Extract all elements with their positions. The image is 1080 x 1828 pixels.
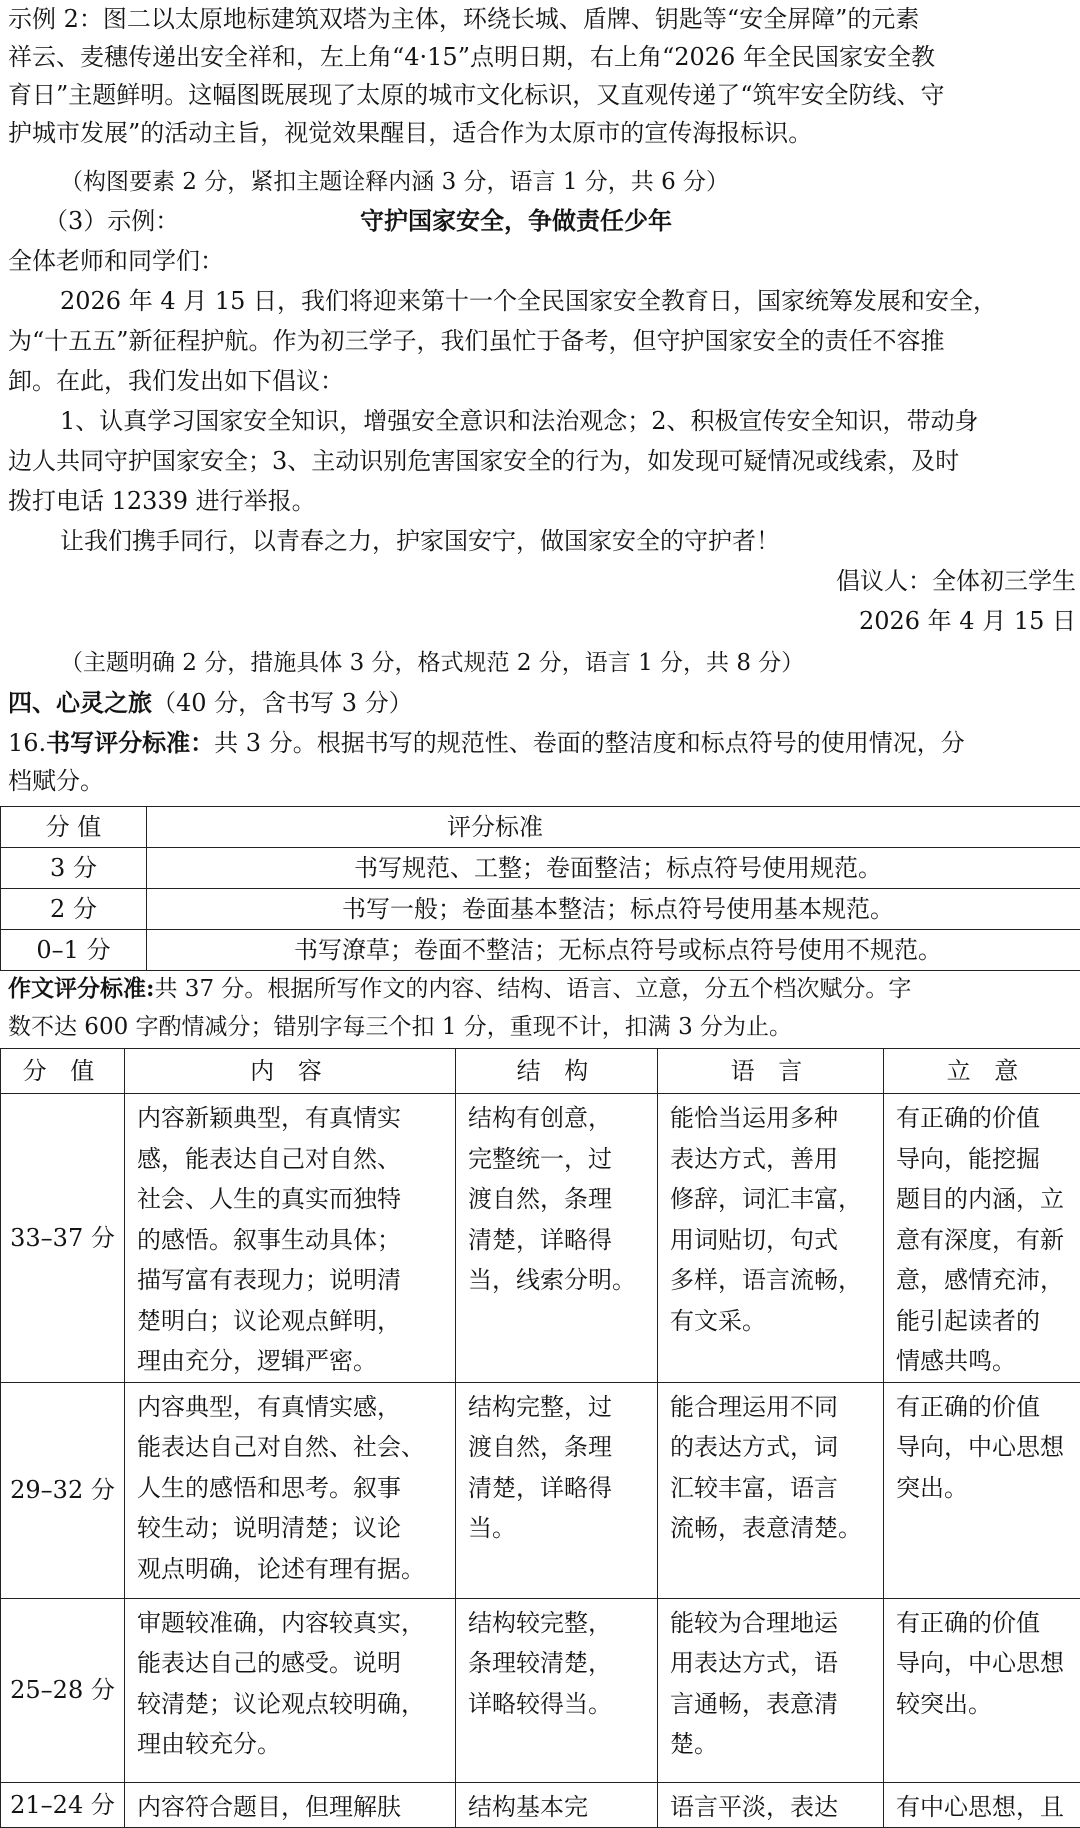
table-header-row xyxy=(1,807,1080,848)
structure-cell xyxy=(456,1598,658,1782)
header-cell: 内 容 xyxy=(125,1049,456,1094)
text-line: 护城市发展”的活动主旨，视觉效果醒目，适合作为太原市的宣传海报标识。 xyxy=(8,114,1080,152)
table-row xyxy=(1,930,1080,971)
cell-line: 的感悟。叙事生动具体； xyxy=(137,1220,447,1261)
cell-line: 导向，中心思想 xyxy=(896,1427,1080,1468)
cell-line: 能引起读者的 xyxy=(896,1301,1080,1342)
writing-score-table xyxy=(0,806,1080,971)
cell-line: 楚。 xyxy=(670,1724,875,1765)
table-row xyxy=(1,889,1080,930)
cell-line: 结构有创意， xyxy=(468,1098,649,1139)
cell-line: 渡自然，条理 xyxy=(468,1427,649,1468)
score-cell: 33–37 分 xyxy=(1,1094,125,1383)
header-cell: 评分标准 xyxy=(147,807,1080,848)
score-cell: 2 分 xyxy=(1,889,147,930)
cell-line: 多样，语言流畅， xyxy=(670,1260,875,1301)
language-cell xyxy=(658,1382,884,1598)
body-line: 卸。在此，我们发出如下倡议： xyxy=(8,362,1080,400)
cell-line: 理由较充分。 xyxy=(137,1724,447,1765)
essay-score-table xyxy=(0,1048,1080,1828)
cell-line: 渡自然，条理 xyxy=(468,1179,649,1220)
text-line: 祥云、麦穗传递出安全祥和，左上角“4·15”点明日期，右上角“2026 年全民国家安全教 xyxy=(8,38,1080,76)
criteria-cell: 书写一般；卷面基本整洁；标点符号使用基本规范。 xyxy=(147,889,1080,930)
table-row xyxy=(1,1782,1080,1828)
criteria-cell: 书写潦草；卷面不整洁；无标点符号或标点符号使用不规范。 xyxy=(147,930,1080,971)
score-cell: 3 分 xyxy=(1,848,147,889)
essay-criteria-line-2: 数不达 600 字酌情减分；错别字每三个扣 1 分，重现不计，扣满 3 分为止。 xyxy=(8,1008,1080,1046)
cell-line: 完整统一，过 xyxy=(468,1139,649,1180)
cell-line: 能合理运用不同 xyxy=(670,1387,875,1428)
part-heading-label: 四、心灵之旅 xyxy=(8,688,152,717)
content-cell xyxy=(125,1782,456,1828)
section-3-title xyxy=(360,202,672,240)
cell-line: 观点明确，论述有理有据。 xyxy=(137,1549,447,1590)
cell-line: 当，线索分明。 xyxy=(468,1260,649,1301)
cell-line: 较突出。 xyxy=(896,1684,1080,1725)
header-cell: 结 构 xyxy=(456,1049,658,1094)
structure-cell xyxy=(456,1094,658,1383)
cell-line: 结构完整，过 xyxy=(468,1387,649,1428)
idea-cell xyxy=(884,1598,1080,1782)
q16-bold-label: 书写评分标准： xyxy=(46,728,214,757)
cell-line: 导向，中心思想 xyxy=(896,1643,1080,1684)
cell-line: 题目的内涵，立 xyxy=(896,1179,1080,1220)
cell-line: 内容符合题目，但理解肤 xyxy=(137,1787,447,1828)
cell-line: 用词贴切，句式 xyxy=(670,1220,875,1261)
content-cell xyxy=(125,1382,456,1598)
cell-line: 能表达自己对自然、社会、 xyxy=(137,1427,447,1468)
q16-line xyxy=(8,724,1080,762)
cell-line: 楚明白；议论观点鲜明， xyxy=(137,1301,447,1342)
cell-line: 有中心思想，且 xyxy=(896,1787,1080,1828)
cell-line: 意有深度，有新 xyxy=(896,1220,1080,1261)
structure-cell xyxy=(456,1782,658,1828)
cell-line: 语言平淡，表达 xyxy=(670,1787,875,1828)
cell-line: 有正确的价值 xyxy=(896,1387,1080,1428)
cell-line: 能恰当运用多种 xyxy=(670,1098,875,1139)
cell-line: 内容典型，有真情实感， xyxy=(137,1387,447,1428)
language-cell xyxy=(658,1094,884,1383)
cell-line: 结构基本完 xyxy=(468,1787,649,1828)
body-line: 边人共同守护国家安全；3、主动识别危害国家安全的行为，如发现可疑情况或线索，及时 xyxy=(8,442,1080,480)
content-cell xyxy=(125,1598,456,1782)
table-row xyxy=(1,848,1080,889)
part-4-heading xyxy=(8,684,1080,722)
q16-line-2: 档赋分。 xyxy=(8,762,1080,800)
body-line: 1、认真学习国家安全知识，增强安全意识和法治观念；2、积极宣传安全知识，带动身 xyxy=(8,402,1080,440)
table-row xyxy=(1,1094,1080,1383)
table-row xyxy=(1,1382,1080,1598)
cell-line: 社会、人生的真实而独特 xyxy=(137,1179,447,1220)
content-cell xyxy=(125,1094,456,1383)
header-cell: 分 值 xyxy=(1,807,147,848)
body-line: 2026 年 4 月 15 日，我们将迎来第十一个全民国家安全教育日，国家统筹发展和安全， xyxy=(8,282,1080,320)
idea-cell xyxy=(884,1094,1080,1383)
cell-line: 表达方式，善用 xyxy=(670,1139,875,1180)
body-line: 让我们携手同行，以青春之力，护家国安宁，做国家安全的守护者！ xyxy=(8,522,1080,560)
language-cell xyxy=(658,1598,884,1782)
cell-line: 当。 xyxy=(468,1508,649,1549)
score-cell: 25–28 分 xyxy=(1,1598,125,1782)
cell-line: 有正确的价值 xyxy=(896,1603,1080,1644)
body-line: 为“十五五”新征程护航。作为初三学子，我们虽忙于备考，但守护国家安全的责任不容推 xyxy=(8,322,1080,360)
table-row xyxy=(1,1598,1080,1782)
part-heading-note: （40 分，含书写 3 分） xyxy=(152,689,413,717)
cell-line: 能较为合理地运 xyxy=(670,1603,875,1644)
cell-line: 内容新颖典型，有真情实 xyxy=(137,1098,447,1139)
idea-cell xyxy=(884,1782,1080,1828)
table-header-row xyxy=(1,1049,1080,1094)
cell-line: 修辞，词汇丰富， xyxy=(670,1179,875,1220)
cell-line: 意，感情充沛， xyxy=(896,1260,1080,1301)
cell-line: 导向，能挖掘 xyxy=(896,1139,1080,1180)
section-3-prefix: （3）示例： xyxy=(44,207,179,235)
cell-line: 详略较得当。 xyxy=(468,1684,649,1725)
idea-cell xyxy=(884,1382,1080,1598)
cell-line: 用表达方式，语 xyxy=(670,1643,875,1684)
cell-line: 审题较准确，内容较真实， xyxy=(137,1603,447,1644)
cell-line: 汇较丰富，语言 xyxy=(670,1468,875,1509)
body-line: 拨打电话 12339 进行举报。 xyxy=(8,482,1080,520)
score-cell: 21–24 分 xyxy=(1,1782,125,1828)
language-cell xyxy=(658,1782,884,1828)
text-line: 育日”主题鲜明。这幅图既展现了太原的城市文化标识，又直观传递了“筑牢安全防线、守 xyxy=(8,76,1080,114)
cell-line: 较清楚；议论观点较明确， xyxy=(137,1684,447,1725)
cell-line: 较生动；说明清楚；议论 xyxy=(137,1508,447,1549)
cell-line: 结构较完整， xyxy=(468,1603,649,1644)
cell-line: 有正确的价值 xyxy=(896,1098,1080,1139)
structure-cell xyxy=(456,1382,658,1598)
cell-line: 的表达方式，词 xyxy=(670,1427,875,1468)
cell-line: 情感共鸣。 xyxy=(896,1341,1080,1382)
scoring-note: （主题明确 2 分，措施具体 3 分，格式规范 2 分，语言 1 分，共 8 分） xyxy=(8,644,1080,682)
salutation: 全体老师和同学们： xyxy=(8,242,1080,280)
cell-line: 条理较清楚， xyxy=(468,1643,649,1684)
cell-line: 突出。 xyxy=(896,1468,1080,1509)
cell-line: 描写富有表现力；说明清 xyxy=(137,1260,447,1301)
q16-text: 共 3 分。根据书写的规范性、卷面的整洁度和标点符号的使用情况，分 xyxy=(214,729,965,757)
cell-line: 感，能表达自己对自然、 xyxy=(137,1139,447,1180)
score-cell: 29–32 分 xyxy=(1,1382,125,1598)
proposal-title: 守护国家安全，争做责任少年 xyxy=(360,206,672,235)
header-cell: 立 意 xyxy=(884,1049,1080,1094)
essay-bold-label: 作文评分标准: xyxy=(8,975,155,1002)
scoring-note: （构图要素 2 分，紧扣主题诠释内涵 3 分，语言 1 分，共 6 分） xyxy=(8,163,1080,201)
cell-line: 清楚，详略得 xyxy=(468,1468,649,1509)
signer: 倡议人：全体初三学生 xyxy=(8,562,1080,600)
text-line: 示例 2：图二以太原地标建筑双塔为主体，环绕长城、盾牌、钥匙等“安全屏障”的元素 xyxy=(8,0,1080,38)
essay-text: 共 37 分。根据所写作文的内容、结构、语言、立意，分五个档次赋分。字 xyxy=(155,976,912,1002)
header-cell: 语 言 xyxy=(658,1049,884,1094)
cell-line: 人生的感悟和思考。叙事 xyxy=(137,1468,447,1509)
q16-number: 16. xyxy=(8,729,46,757)
cell-line: 能表达自己的感受。说明 xyxy=(137,1643,447,1684)
essay-table-body xyxy=(1,1094,1080,1828)
cell-line: 言通畅，表意清 xyxy=(670,1684,875,1725)
cell-line: 清楚，详略得 xyxy=(468,1220,649,1261)
cell-line: 理由充分，逻辑严密。 xyxy=(137,1341,447,1382)
criteria-cell: 书写规范、工整；卷面整洁；标点符号使用规范。 xyxy=(147,848,1080,889)
cell-line: 有文采。 xyxy=(670,1301,875,1342)
essay-criteria-line xyxy=(8,970,1080,1008)
cell-line: 流畅，表意清楚。 xyxy=(670,1508,875,1549)
date: 2026 年 4 月 15 日 xyxy=(8,602,1080,640)
score-cell: 0–1 分 xyxy=(1,930,147,971)
header-cell: 分 值 xyxy=(1,1049,125,1094)
